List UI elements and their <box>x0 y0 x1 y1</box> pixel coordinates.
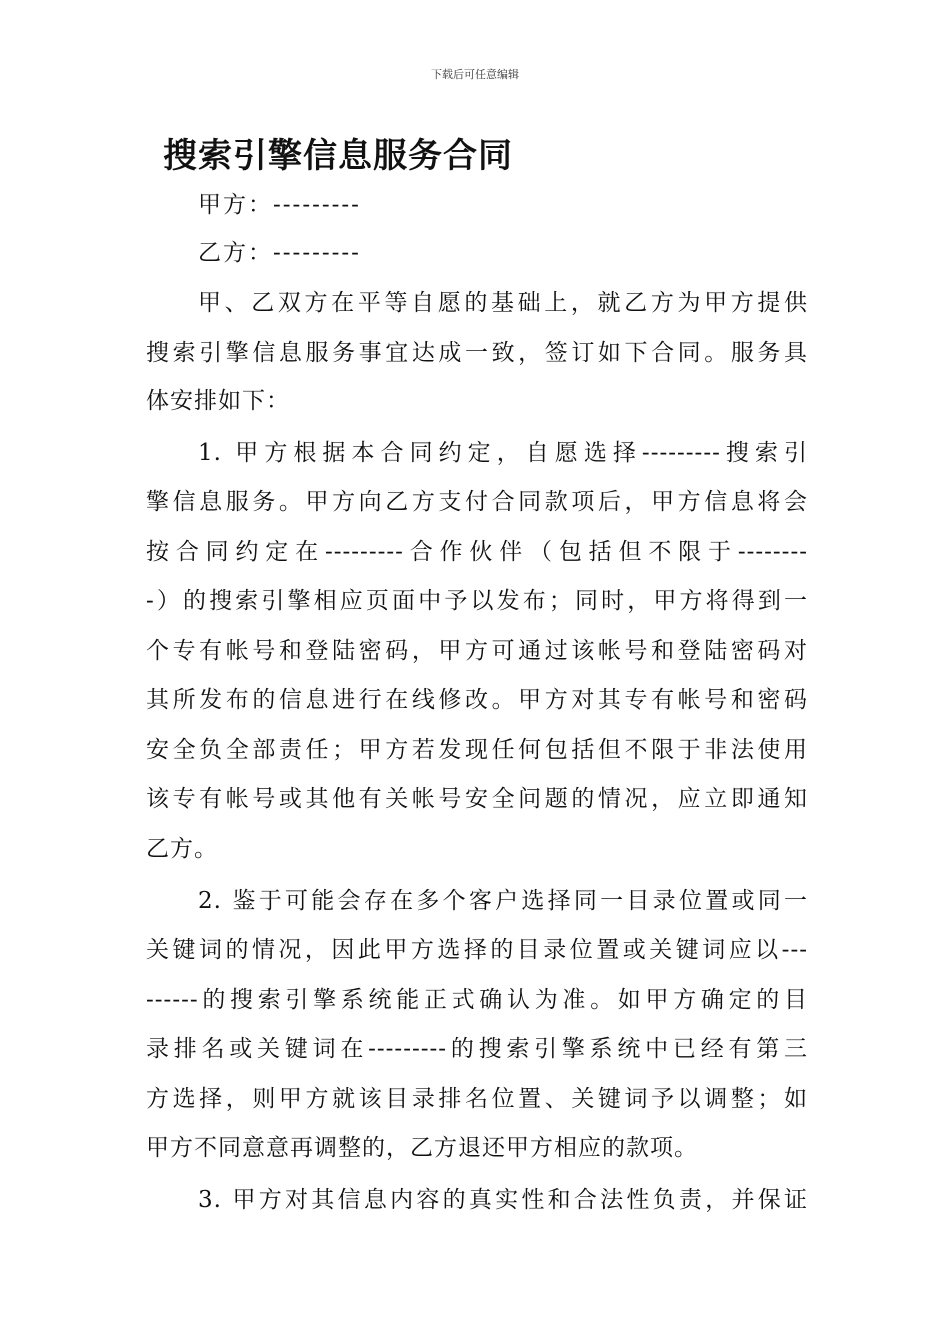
paragraph-line: 乙方。 <box>146 836 218 862</box>
paragraph-line: 录排名或关键词在---------的搜索引擎系统中已经有第三 <box>146 1036 808 1062</box>
paragraph-line: 方选择，则甲方就该目录排名位置、关键词予以调整；如 <box>146 1086 808 1112</box>
document-title: 搜索引擎信息服务合同 <box>163 136 513 176</box>
paragraph-line: 1. 甲方根据本合同约定，自愿选择---------搜索引 <box>198 440 808 466</box>
paragraph-line: 3. 甲方对其信息内容的真实性和合法性负责，并保证 <box>198 1187 808 1213</box>
paragraph-line: 该专有帐号或其他有关帐号安全问题的情况，应立即通知 <box>146 786 808 812</box>
page-header: 下载后可任意编辑 <box>431 68 519 81</box>
party-b-line: 乙方：--------- <box>198 240 361 266</box>
paragraph-line: 安全负全部责任；甲方若发现任何包括但不限于非法使用 <box>146 737 808 763</box>
paragraph-line: 甲方不同意意再调整的，乙方退还甲方相应的款项。 <box>146 1135 698 1161</box>
paragraph-line: 按合同约定在---------合作伙伴（包括但不限于-------- <box>146 539 808 565</box>
paragraph-line: ------的搜索引擎系统能正式确认为准。如甲方确定的目 <box>146 987 808 1013</box>
paragraph-line: 个专有帐号和登陆密码，甲方可通过该帐号和登陆密码对 <box>146 638 808 664</box>
paragraph-line: 甲、乙双方在平等自愿的基础上，就乙方为甲方提供 <box>198 290 808 316</box>
paragraph-line: 体安排如下： <box>146 388 290 414</box>
paragraph-line: 其所发布的信息进行在线修改。甲方对其专有帐号和密码 <box>146 687 808 713</box>
paragraph-line: 搜索引擎信息服务事宜达成一致，签订如下合同。服务具 <box>146 340 808 366</box>
paragraph-line: 关键词的情况，因此甲方选择的目录位置或关键词应以--- <box>146 937 808 963</box>
paragraph-line: 擎信息服务。甲方向乙方支付合同款项后，甲方信息将会 <box>146 489 808 515</box>
party-a-line: 甲方：--------- <box>198 192 361 218</box>
paragraph-line: 2. 鉴于可能会存在多个客户选择同一目录位置或同一 <box>198 888 808 914</box>
paragraph-line: -）的搜索引擎相应页面中予以发布；同时，甲方将得到一 <box>146 588 808 614</box>
